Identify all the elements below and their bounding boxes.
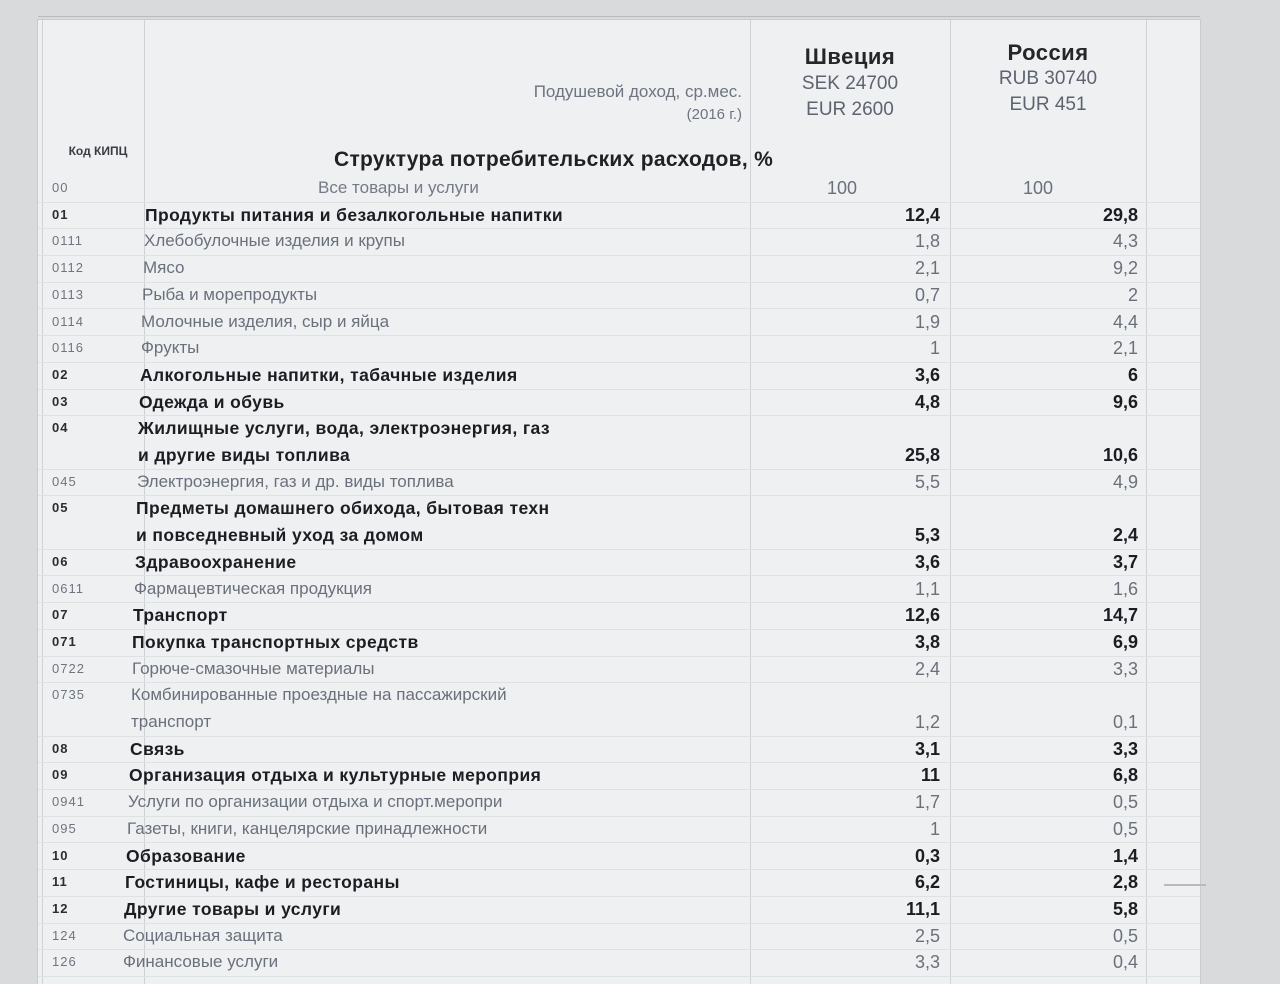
row-code: 10 [52, 847, 69, 863]
row-code: 09 [52, 767, 69, 783]
income-russia-local: RUB 30740 [998, 68, 1098, 89]
row-code: 0611 [52, 580, 84, 596]
value-sweden: 100 [826, 178, 858, 198]
value-russia: 4,3 [1112, 231, 1138, 252]
row-code: 12 [52, 900, 69, 916]
value-russia: 0,5 [1112, 818, 1138, 839]
row-label: Рыба и морепродукты [142, 284, 318, 304]
table-row [38, 577, 1200, 604]
row-label: Финансовые услуги [123, 952, 279, 972]
row-code: 04 [52, 420, 69, 436]
value-russia: 6,9 [1112, 631, 1138, 652]
value-sweden: 1,9 [914, 311, 940, 332]
row-label-continued: и повседневный уход за домом [136, 525, 424, 546]
table-row [38, 897, 1200, 924]
income-sweden-local: SEK 24700 [801, 73, 899, 94]
row-label: Продукты питания и безалкогольные напитки [145, 204, 564, 225]
row-code: 045 [52, 473, 77, 489]
row-label: Связь [130, 738, 185, 759]
value-russia: 2,1 [1112, 338, 1138, 359]
value-sweden: 1,8 [914, 231, 940, 252]
value-russia: 9,6 [1112, 391, 1138, 412]
value-sweden: 0,7 [914, 284, 940, 305]
value-sweden: 6,2 [914, 872, 940, 893]
row-label: Покупка транспортных средств [132, 631, 419, 652]
row-label: Электроэнергия, газ и др. виды топлива [137, 471, 454, 491]
income-sweden-eur: EUR 2600 [806, 99, 894, 120]
row-label: Алкогольные напитки, табачные изделия [140, 364, 518, 385]
value-sweden: 3,3 [914, 952, 940, 973]
value-sweden: 4,8 [914, 391, 940, 412]
value-russia: 1,6 [1112, 578, 1138, 599]
row-code: 095 [52, 820, 77, 836]
country-russia: Россия [1007, 40, 1089, 65]
table-row [38, 737, 1200, 764]
code-column-header: Код КИПЦ [68, 144, 128, 158]
row-code: 0112 [52, 260, 84, 276]
value-russia: 0,4 [1112, 952, 1138, 973]
value-sweden: 3,6 [914, 551, 940, 572]
row-label: Услуги по организации отдыха и спорт.меропри [128, 792, 503, 812]
value-russia: 9,2 [1112, 258, 1138, 279]
value-russia: 5,8 [1112, 898, 1138, 919]
row-label: Социальная защита [123, 925, 283, 945]
row-label: Жилищные услуги, вода, электроэнергия, газ [138, 418, 550, 439]
value-russia: 0,5 [1112, 792, 1138, 813]
table-row [38, 256, 1200, 283]
table-row [38, 790, 1200, 817]
row-code: 126 [52, 954, 77, 970]
row-code: 124 [52, 927, 77, 943]
row-code: 0114 [52, 313, 84, 329]
value-russia: 4,4 [1112, 311, 1138, 332]
table-row [38, 203, 1200, 230]
value-russia: 3,7 [1112, 551, 1138, 572]
value-russia: 2,8 [1112, 872, 1138, 893]
table-row [38, 470, 1200, 497]
value-russia: 3,3 [1112, 658, 1138, 679]
value-sweden: 12,6 [904, 605, 940, 626]
row-code: 0111 [52, 233, 83, 249]
table-row [38, 603, 1200, 630]
row-code: 071 [52, 633, 77, 649]
table-row [38, 817, 1200, 844]
row-code: 0735 [52, 687, 85, 703]
value-russia: 2,4 [1112, 525, 1138, 546]
row-label: Хлебобулочные изделия и крупы [144, 231, 405, 251]
value-sweden: 3,1 [914, 738, 940, 759]
table-row [38, 683, 1200, 736]
value-russia: 2 [1127, 284, 1138, 305]
value-sweden: 5,5 [914, 471, 940, 492]
table-row [38, 844, 1200, 871]
table-row [38, 416, 1200, 469]
value-sweden: 3,8 [914, 631, 940, 652]
row-code: 03 [52, 393, 69, 409]
table-row [38, 229, 1200, 256]
value-sweden: 11,1 [905, 898, 940, 919]
value-sweden: 1,1 [914, 578, 940, 599]
row-label: Транспорт [133, 605, 228, 626]
year-caption: (2016 г.) [686, 106, 742, 123]
value-sweden: 3,6 [914, 364, 940, 385]
value-sweden: 1,7 [914, 792, 940, 813]
row-label: Газеты, книги, канцелярские принадлежности [127, 818, 488, 838]
table-row [38, 310, 1200, 337]
row-code: 06 [52, 553, 69, 569]
row-code: 0116 [52, 340, 84, 356]
table-row [38, 950, 1200, 977]
table-row [38, 630, 1200, 657]
row-label: Все товары и услуги [318, 178, 479, 197]
value-sweden: 2,1 [914, 258, 940, 279]
table-row [38, 363, 1200, 390]
row-code: 08 [52, 740, 69, 756]
row-code: 00 [52, 180, 69, 195]
value-sweden: 1,2 [914, 711, 940, 732]
value-sweden: 0,3 [914, 845, 940, 866]
row-code: 02 [52, 366, 69, 382]
value-sweden: 2,4 [914, 658, 940, 679]
table-row [38, 924, 1200, 951]
value-sweden: 1 [929, 818, 940, 839]
table-title: Структура потребительских расходов, % [334, 148, 774, 171]
row-label: Образование [126, 845, 246, 866]
row-label: Организация отдыха и культурные мероприя [129, 765, 542, 786]
row-code: 0722 [52, 660, 85, 676]
row-label: Горюче-смазочные материалы [132, 658, 375, 678]
row-label: Гостиницы, кафе и рестораны [125, 872, 400, 893]
value-russia: 3,3 [1112, 738, 1138, 759]
table-row [38, 390, 1200, 417]
value-sweden: 25,8 [904, 444, 940, 465]
value-russia: 0,5 [1112, 925, 1138, 946]
value-russia: 6 [1127, 364, 1138, 385]
table-row [38, 283, 1200, 310]
row-label-continued: транспорт [131, 711, 212, 731]
row-code: 01 [52, 206, 69, 222]
table-row [38, 763, 1200, 790]
value-russia: 29,8 [1102, 204, 1138, 225]
value-russia: 0,1 [1112, 711, 1138, 732]
table-row [38, 657, 1200, 684]
row-code: 0113 [52, 286, 84, 302]
row-code: 07 [52, 607, 69, 623]
table-row [38, 176, 1200, 203]
row-label: Молочные изделия, сыр и яйца [141, 311, 390, 331]
value-sweden: 11 [920, 765, 940, 786]
top-border [38, 16, 1200, 17]
value-russia: 4,9 [1112, 471, 1138, 492]
value-russia: 14,7 [1102, 605, 1138, 626]
income-russia-eur: EUR 451 [1009, 94, 1087, 115]
side-mark [1164, 884, 1206, 886]
row-label: Комбинированные проездные на пассажирский [131, 685, 507, 705]
row-label: Фармацевтическая продукция [134, 578, 372, 598]
row-label: Фрукты [141, 338, 200, 358]
value-sweden: 2,5 [914, 925, 940, 946]
table-row [38, 870, 1200, 897]
value-sweden: 12,4 [904, 204, 940, 225]
row-code: 0941 [52, 794, 85, 810]
value-sweden: 5,3 [914, 525, 940, 546]
row-divider [38, 976, 1200, 977]
value-russia: 100 [1022, 178, 1054, 198]
value-russia: 10,6 [1102, 444, 1138, 465]
value-russia: 1,4 [1112, 845, 1138, 866]
row-label: Одежда и обувь [139, 391, 285, 412]
country-sweden: Швеция [804, 44, 896, 69]
table-sheet [38, 20, 1200, 984]
row-code: 11 [52, 874, 68, 890]
row-label: Предметы домашнего обихода, бытовая техн [136, 498, 550, 519]
table-row [38, 496, 1200, 549]
table-row [38, 550, 1200, 577]
value-sweden: 1 [929, 338, 940, 359]
value-russia: 6,8 [1112, 765, 1138, 786]
row-label-continued: и другие виды топлива [138, 444, 351, 465]
row-code: 05 [52, 500, 69, 516]
table-row [38, 336, 1200, 363]
income-caption: Подушевой доход, ср.мес. [533, 82, 742, 101]
row-label: Другие товары и услуги [124, 898, 342, 919]
row-label: Здравоохранение [135, 551, 297, 572]
row-label: Мясо [143, 258, 185, 278]
